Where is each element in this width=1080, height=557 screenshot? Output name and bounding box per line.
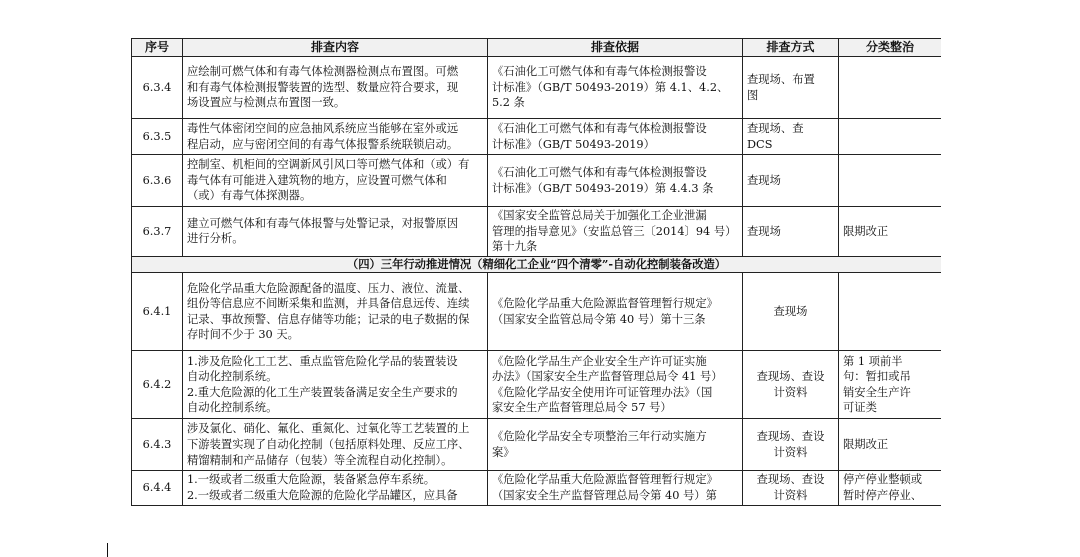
cell-method-line: 查现场、布置 <box>747 72 815 86</box>
table-body <box>132 57 942 506</box>
cell-remedy-line: 停产停业整顿或 <box>843 473 923 487</box>
cell-content-line: 控制室、机柜间的空调新风引风口等可燃气体和（或）有 <box>187 158 470 172</box>
table-row <box>132 351 942 419</box>
cell-content <box>183 471 488 505</box>
cell-method-line: 查现场 <box>747 224 781 238</box>
cell-remedy-line: 可证类 <box>843 401 877 415</box>
cell-basis-line: 《石油化工可燃气体和有毒气体检测报警设 <box>492 65 707 79</box>
cell-content-line: 2.一级或者二级重大危险源的危险化学品罐区，应具备 <box>187 488 458 502</box>
cell-method-line: 查现场、查设 <box>756 370 825 384</box>
row-number: 6.4.3 <box>132 419 183 471</box>
inspection-table <box>131 38 941 506</box>
cell-content <box>183 119 488 155</box>
cell-method <box>743 57 839 119</box>
cell-basis-line: 《石油化工可燃气体和有毒气体检测报警设 <box>492 165 707 179</box>
cell-basis <box>488 155 743 207</box>
table-row <box>132 207 942 257</box>
cell-method-line: 计资料 <box>773 488 808 502</box>
cell-content-line: 存时间不少于 30 天。 <box>187 328 299 342</box>
cell-method <box>743 155 839 207</box>
cell-remedy <box>839 57 942 119</box>
cell-content <box>183 351 488 419</box>
cell-basis <box>488 419 743 471</box>
header-method: 排查方式 <box>743 39 839 57</box>
cell-content-line: 进行分析。 <box>187 232 244 246</box>
table-header-row <box>132 39 942 57</box>
cell-basis <box>488 119 743 155</box>
cell-content-line: 建立可燃气体和有毒气体报警与处警记录，对报警原因 <box>187 216 459 230</box>
row-number: 6.4.1 <box>132 273 183 351</box>
cell-basis <box>488 471 743 505</box>
cell-basis-line: 案》 <box>492 445 515 459</box>
cell-remedy <box>839 155 942 207</box>
cell-content-line: 精馏精制和产品储存（包装）等全流程自动化控制）。 <box>187 453 453 467</box>
cell-content-line: 自动化控制系统。 <box>187 401 278 415</box>
cell-method-line: 查现场、查 <box>747 121 804 135</box>
cell-method <box>743 419 839 471</box>
cell-basis <box>488 351 743 419</box>
cell-method-line: DCS <box>747 137 773 151</box>
text-cursor-mark <box>107 543 108 557</box>
cell-content-line: （或）有毒气体探测器。 <box>187 189 312 203</box>
cell-basis-line: （国家安全生产监督管理总局令第 40 号）第 <box>492 488 717 502</box>
cell-method-line: 计资料 <box>773 385 808 399</box>
cell-basis-line: 管理的指导意见》（安监总管三〔2014〕94 号） <box>492 224 737 238</box>
row-number: 6.3.6 <box>132 155 183 207</box>
cell-basis-line: 计标准》（GB/T 50493-2019）第 4.1、4.2、 <box>492 80 729 94</box>
cell-method-line: 查现场、查设 <box>756 473 825 487</box>
cell-method-line: 查现场 <box>773 305 808 319</box>
cell-method-line: 查现场、查设 <box>756 430 825 444</box>
cell-remedy <box>839 119 942 155</box>
table-row <box>132 155 942 207</box>
row-number: 6.3.5 <box>132 119 183 155</box>
cell-content-line: 2.重大危险源的化工生产装置装备满足安全生产要求的 <box>187 385 458 399</box>
cell-method <box>743 471 839 505</box>
cell-content-line: 1.一级或者二级重大危险源，装备紧急停车系统。 <box>187 473 436 487</box>
cell-basis <box>488 273 743 351</box>
cell-method-line: 图 <box>747 88 759 102</box>
header-number: 序号 <box>132 39 183 57</box>
cell-basis-line: 《危险化学品重大危险源监督管理暂行规定》 <box>492 297 718 311</box>
cell-basis-line: 计标准》（GB/T 50493-2019） <box>492 137 655 151</box>
cell-basis-line: 计标准》（GB/T 50493-2019）第 4.4.3 条 <box>492 181 714 195</box>
cell-content-line: 记录、事故预警、信息存储等功能；记录的电子数据的保 <box>187 312 470 326</box>
cell-basis-line: 《石油化工可燃气体和有毒气体检测报警设 <box>492 121 707 135</box>
cell-remedy-line: 暂时停产停业、 <box>843 488 923 502</box>
cell-content <box>183 207 488 257</box>
cell-content-line: 毒性气体密闭空间的应急抽风系统应当能够在室外或远 <box>187 121 459 135</box>
cell-basis-line: 《危险化学品生产企业安全生产许可证实施 <box>492 354 707 368</box>
cell-basis-line: 《危险化学品安全使用许可证管理办法》（国 <box>492 385 713 399</box>
row-number: 6.4.2 <box>132 351 183 419</box>
cell-method-line: 计资料 <box>773 445 808 459</box>
table-row <box>132 471 942 505</box>
header-content: 排查内容 <box>183 39 488 57</box>
cell-method <box>743 207 839 257</box>
header-remedy: 分类整治 <box>839 39 942 57</box>
table-row <box>132 57 942 119</box>
cell-content <box>183 273 488 351</box>
cell-basis-line: 第十九条 <box>492 240 538 254</box>
cell-method <box>743 119 839 155</box>
cell-basis-line: 5.2 条 <box>492 96 525 110</box>
cell-content-line: 应绘制可燃气体和有毒气体检测器检测点布置图。可燃 <box>187 65 459 79</box>
cell-content-line: 组份等信息应不间断采集和监测，并具备信息远传、连续 <box>187 297 470 311</box>
cell-basis <box>488 207 743 257</box>
cell-content <box>183 419 488 471</box>
cell-remedy <box>839 471 942 505</box>
cell-content <box>183 155 488 207</box>
table-row <box>132 419 942 471</box>
cell-basis-line: 《国家安全监管总局关于加强化工企业泄漏 <box>492 209 707 222</box>
cell-basis-line: 《危险化学品安全专项整治三年行动实施方 <box>492 430 707 444</box>
cell-remedy-line: 销安全生产许 <box>843 385 911 399</box>
cell-content-line: 下游装置实现了自动化控制（包括原料处理、反应工序、 <box>187 438 470 452</box>
cell-basis-line: （国家安全监管总局令第 40 号）第十三条 <box>492 312 706 326</box>
cell-remedy-line: 句：暂扣或吊 <box>843 370 911 384</box>
header-basis: 排查依据 <box>488 39 743 57</box>
cell-content-line: 毒气体有可能进入建筑物的地方，应设置可燃气体和 <box>187 173 447 187</box>
row-number: 6.4.4 <box>132 471 183 505</box>
cell-content-line: 1.涉及危险化工工艺、重点监管危险化学品的装置装设 <box>187 354 458 368</box>
cell-content-line: 和有毒气体检测报警装置的选型、数量应符合要求，现 <box>187 80 459 94</box>
cell-content-line: 程启动，应与密闭空间的有毒气体报警系统联锁启动。 <box>187 137 459 151</box>
row-number: 6.3.7 <box>132 207 183 257</box>
cell-method <box>743 351 839 419</box>
cell-basis-line: 家安全生产监督管理总局令 57 号） <box>492 401 672 415</box>
cell-method <box>743 273 839 351</box>
cell-remedy-line: 限期改正 <box>843 438 889 452</box>
cell-remedy <box>839 207 942 257</box>
table-row <box>132 119 942 155</box>
cell-method-line: 查现场 <box>747 173 781 187</box>
cell-content-line: 涉及氯化、硝化、氟化、重氮化、过氧化等工艺装置的上 <box>187 422 470 436</box>
section-row <box>132 256 942 273</box>
section-title: （四）三年行动推进情况（精细化工企业“四个清零”-自动化控制装备改造） <box>132 256 942 273</box>
cell-content-line: 场设置应与检测点布置图一致。 <box>187 96 346 110</box>
cell-remedy <box>839 273 942 351</box>
table-row <box>132 273 942 351</box>
cell-content-line: 自动化控制系统。 <box>187 370 278 384</box>
cell-basis-line: 办法》（国家安全生产监督管理总局令 41 号） <box>492 370 723 384</box>
row-number: 6.3.4 <box>132 57 183 119</box>
cell-remedy-line: 限期改正 <box>843 224 889 238</box>
cell-basis <box>488 57 743 119</box>
cell-content <box>183 57 488 119</box>
document-page <box>131 38 941 513</box>
cell-basis-line: 《危险化学品重大危险源监督管理暂行规定》 <box>492 473 718 487</box>
cell-remedy <box>839 351 942 419</box>
cell-remedy <box>839 419 942 471</box>
cell-content-line: 危险化学品重大危险源配备的温度、压力、液位、流量、 <box>187 281 470 295</box>
cell-remedy-line: 第 1 项前半 <box>843 354 903 368</box>
